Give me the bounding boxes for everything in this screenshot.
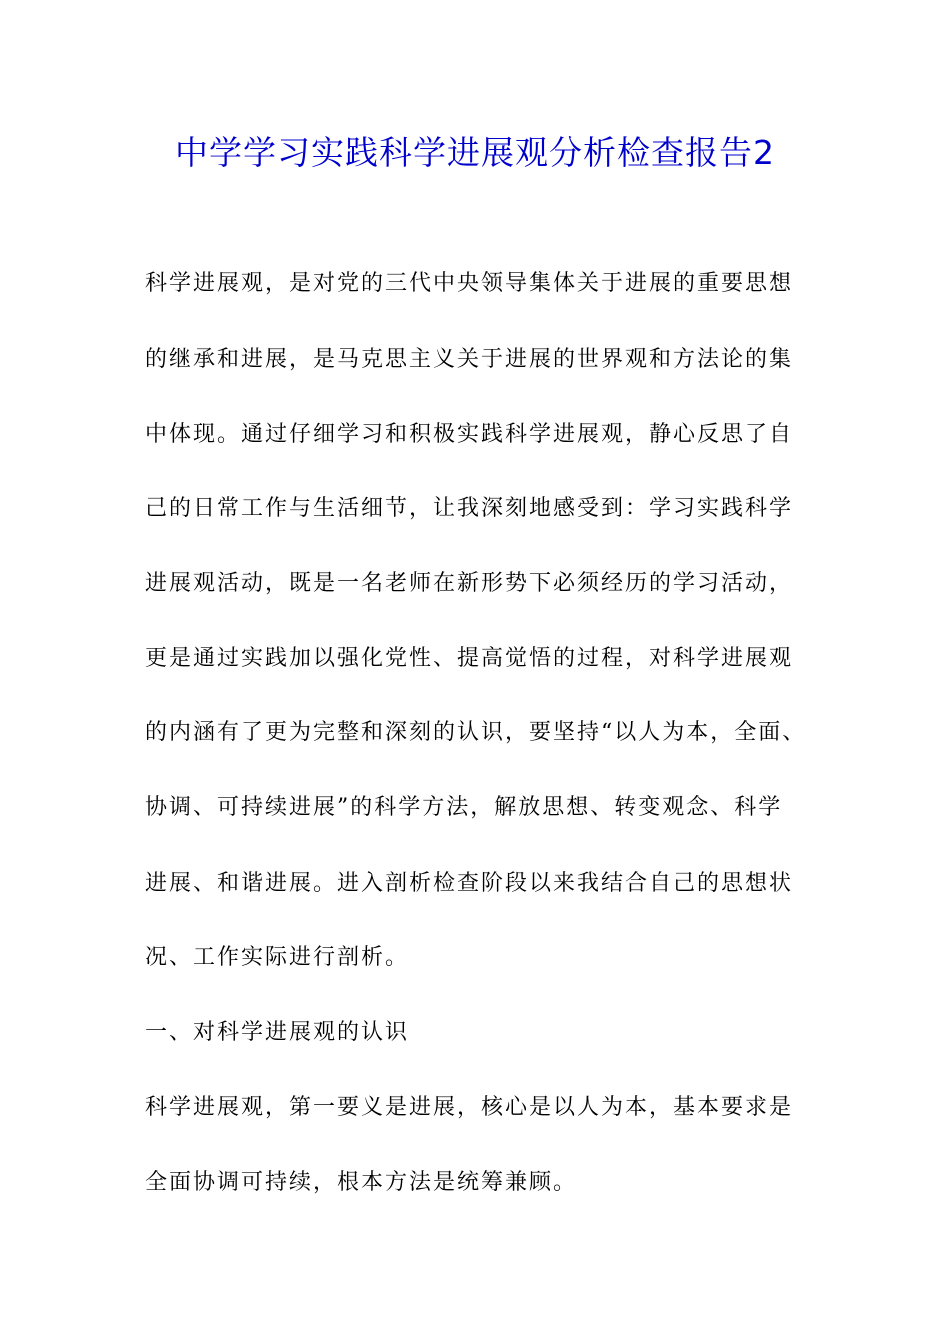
body-line-5: 进展观活动，既是一名老师在新形势下必须经历的学习活动， [145, 571, 794, 596]
document-title: 中学学习实践科学进展观分析检查报告2 [175, 133, 775, 172]
body-line-10: 况、工作实际进行剖析。 [145, 945, 410, 970]
body-line-6: 更是通过实践加以强化党性、提高觉悟的过程，对科学进展观 [145, 646, 794, 671]
body-line-1: 科学进展观，是对党的三代中央领导集体关于进展的重要思想 [145, 271, 794, 296]
body-line-2: 的继承和进展，是马克思主义关于进展的世界观和方法论的集 [145, 347, 794, 372]
section-heading: 一、对科学进展观的认识 [145, 1020, 410, 1045]
body-line-3: 中体现。通过仔细学习和积极实践科学进展观，静心反思了自 [145, 422, 794, 447]
body-line-7: 的内涵有了更为完整和深刻的认识，要坚持“以人为本，全面、 [145, 720, 807, 745]
body-line-11: 科学进展观，第一要义是进展，核心是以人为本，基本要求是 [145, 1095, 794, 1120]
body-line-9: 进展、和谐进展。进入剖析检查阶段以来我结合自己的思想状 [145, 871, 794, 896]
body-line-4: 己的日常工作与生活细节，让我深刻地感受到：学习实践科学 [145, 496, 794, 521]
body-line-12: 全面协调可持续，根本方法是统筹兼顾。 [145, 1170, 578, 1195]
body-line-8: 协调、可持续进展”的科学方法，解放思想、转变观念、科学 [145, 795, 783, 820]
